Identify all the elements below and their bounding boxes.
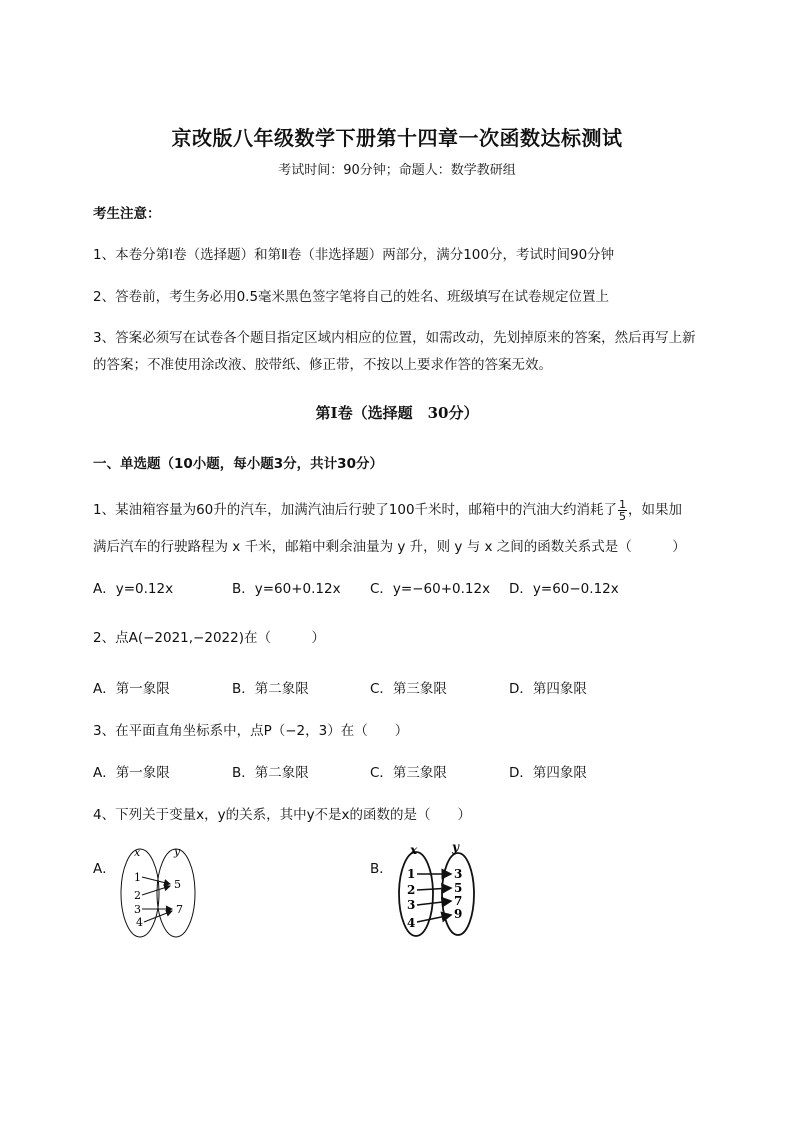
- q3-option-b[interactable]: B．第二象限: [232, 765, 309, 781]
- diagram-a-x-4: 4: [136, 916, 143, 929]
- q1-line1-b: ，如果加: [628, 502, 683, 518]
- q4-option-a-label[interactable]: A．: [93, 861, 116, 877]
- diagram-b-x-label: x: [410, 843, 418, 857]
- arrow-b-2-5: [417, 888, 451, 890]
- diagram-b-y-5: 5: [454, 881, 463, 895]
- q4-diagram-a: [110, 842, 200, 942]
- q2-option-d[interactable]: D．第四象限: [509, 681, 587, 697]
- exam-title: 京改版八年级数学下册第十四章一次函数达标测试: [171, 126, 623, 150]
- arrow-b-3-7: [417, 901, 451, 905]
- q3-option-d[interactable]: D．第四象限: [509, 765, 587, 781]
- notice-item-3: 3、答案必须写在试卷各个题目指定区域内相应的位置，如需改动，先划掉原来的答案，然后再写上新: [93, 330, 696, 346]
- exam-subtitle: 考试时间：90分钟；命题人：数学教研组: [278, 163, 516, 178]
- diagram-a-y-7: 7: [176, 903, 183, 916]
- q1-option-b[interactable]: B．y=60+0.12x: [232, 581, 341, 597]
- arrow-a-4-7: [144, 911, 172, 922]
- arrow-a-1-5: [142, 877, 170, 884]
- q3-option-c[interactable]: C．第三象限: [370, 765, 447, 781]
- arrow-a-2-5: [142, 886, 170, 895]
- q2-stem: 2、点A(−2021,−2022)在（ ）: [93, 630, 325, 646]
- q1-option-c[interactable]: C．y=−60+0.12x: [370, 581, 491, 597]
- notice-item-1: 1、本卷分第I卷（选择题）和第Ⅱ卷（非选择题）两部分，满分100分，考试时间90分钟: [93, 247, 615, 263]
- diagram-b-y-9: 9: [454, 907, 463, 921]
- diagram-a-x-3: 3: [134, 903, 141, 916]
- q1-line1-a: 1、某油箱容量为60升的汽车，加满汽油后行驶了100千米时，邮箱中的汽油大约消耗了: [93, 502, 618, 518]
- diagram-a-x-label: x: [134, 846, 141, 859]
- diagram-a-y-label: y: [174, 845, 181, 858]
- diagram-b-y-label: y: [452, 840, 459, 854]
- q1-frac-num: 1: [619, 497, 627, 511]
- diagram-b-x-2: 2: [407, 883, 416, 897]
- diagram-a-x-2: 2: [134, 889, 141, 902]
- q1-option-d[interactable]: D．y=60−0.12x: [509, 581, 619, 597]
- diagram-b-x-3: 3: [407, 898, 416, 912]
- q2-option-a[interactable]: A．第一象限: [93, 681, 170, 697]
- notice-item-3-cont: 的答案；不准使用涂改液、胶带纸、修正带，不按以上要求作答的答案无效。: [93, 357, 552, 373]
- q1-fraction: [618, 499, 627, 522]
- diagram-b-y-7: 7: [454, 894, 463, 908]
- notice-item-2: 2、答卷前，考生务必用0.5毫米黑色签字笔将自己的姓名、班级填写在试卷规定位置上: [93, 289, 610, 305]
- q1-option-a[interactable]: A．y=0.12x: [93, 581, 174, 597]
- q2-option-c[interactable]: C．第三象限: [370, 681, 447, 697]
- diagram-b-x-4: 4: [407, 916, 416, 930]
- q1-line2: 满后汽车的行驶路程为 x 千米，邮箱中剩余油量为 y 升，则 y 与 x 之间的函数关系式是（ ）: [93, 539, 686, 555]
- q4-stem: 4、下列关于变量x，y的关系，其中y不是x的函数的是（ ）: [93, 807, 472, 823]
- q1-frac-den: 5: [619, 509, 627, 523]
- diagram-a-y-5: 5: [174, 878, 181, 891]
- diagram-b-y-3: 3: [454, 867, 463, 881]
- q1-line1: [93, 498, 682, 522]
- q3-option-a[interactable]: A．第一象限: [93, 765, 170, 781]
- q4-diagram-b: [390, 838, 490, 943]
- diagram-a-x-1: 1: [134, 871, 141, 884]
- notice-heading: 考生注意：: [93, 206, 161, 222]
- q2-option-b[interactable]: B．第二象限: [232, 681, 309, 697]
- section-title: 第I卷（选择题 30分）: [315, 404, 479, 422]
- part-heading: 一、单选题（10小题，每小题3分，共计30分）: [93, 456, 383, 472]
- q4-option-b-label[interactable]: B．: [370, 861, 393, 877]
- diagram-b-x-1: 1: [407, 867, 416, 881]
- q3-stem: 3、在平面直角坐标系中，点P（−2，3）在（ ）: [93, 723, 409, 739]
